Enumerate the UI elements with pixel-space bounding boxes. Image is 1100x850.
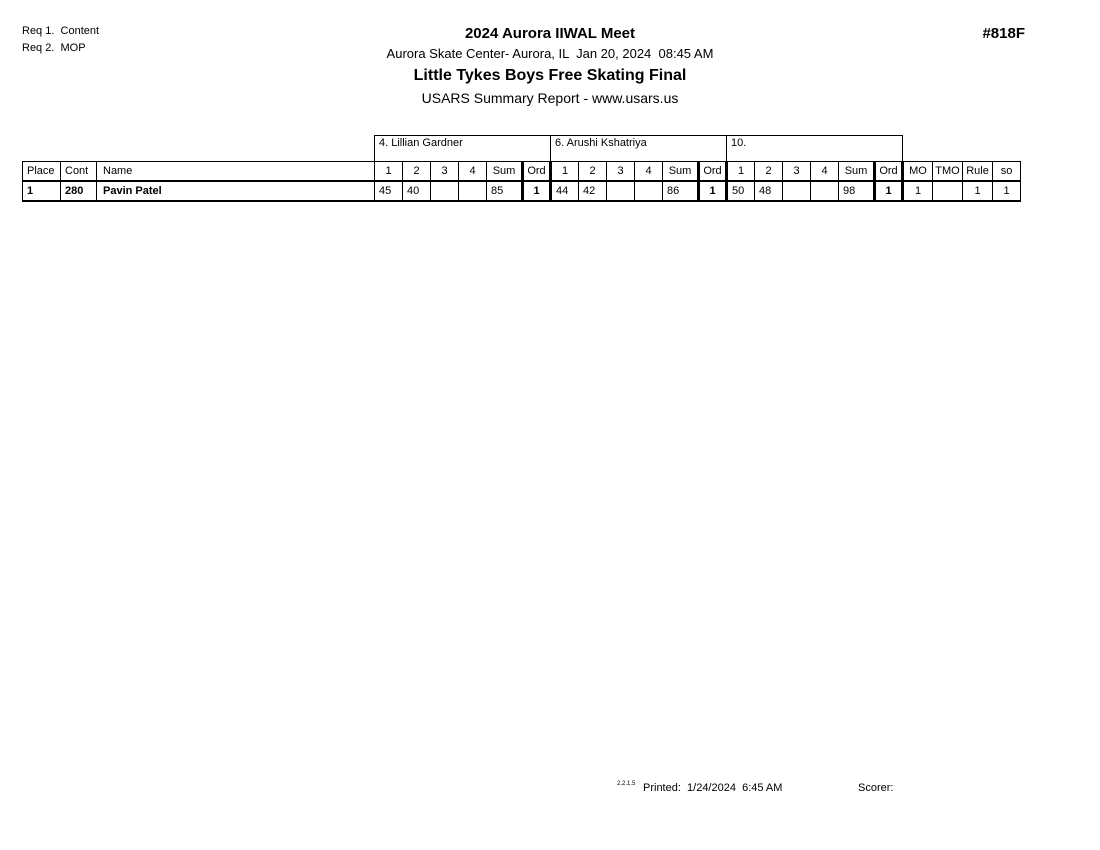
cell-j3-score2: 48 (755, 181, 783, 201)
cell-j2-score1: 44 (551, 181, 579, 201)
cell-j2-ord: 1 (699, 181, 727, 201)
cell-j3-score1: 50 (727, 181, 755, 201)
header-j3-score1: 1 (727, 162, 755, 182)
footer-version: 2.2.1.5 (617, 781, 636, 787)
meet-title: 2024 Aurora IIWAL Meet (464, 25, 636, 42)
event-number: #818F (982, 25, 1025, 42)
header-j3-score2: 2 (755, 162, 783, 182)
venue-date-line: Aurora Skate Center- Aurora, IL Jan 20, 2024 08:45 AM (386, 46, 714, 61)
report-type-line: USARS Summary Report - www.usars.us (421, 90, 679, 106)
column-header-row (23, 162, 1021, 182)
cell-j2-sum: 86 (663, 181, 699, 201)
header-j1-score2: 2 (403, 162, 431, 182)
cell-place: 1 (23, 181, 61, 201)
header-j1-ord: Ord (523, 162, 551, 182)
header-j1-score3: 3 (431, 162, 459, 182)
header-place: Place (23, 162, 61, 182)
footer-scorer-label: Scorer: (858, 782, 894, 794)
cell-tmo (933, 181, 963, 201)
header-j1-score1: 1 (375, 162, 403, 182)
cell-j1-score3 (431, 181, 459, 201)
header-j2-score4: 4 (635, 162, 663, 182)
result-row (23, 181, 1021, 201)
cell-j1-ord: 1 (523, 181, 551, 201)
cell-j3-ord: 1 (875, 181, 903, 201)
judge-group-row (23, 136, 1021, 162)
judge-1-name: 4. Lillian Gardner (375, 136, 551, 162)
group-spacer-right (903, 136, 1021, 162)
header-cont: Cont (61, 162, 97, 182)
header-name: Name (97, 162, 375, 182)
cell-j3-score3 (783, 181, 811, 201)
report-header (0, 24, 1100, 110)
header-j1-score4: 4 (459, 162, 487, 182)
event-title: Little Tykes Boys Free Skating Final (413, 67, 687, 84)
header-j3-score4: 4 (811, 162, 839, 182)
header-j3-sum: Sum (839, 162, 875, 182)
header-j3-score3: 3 (783, 162, 811, 182)
judge-3-name: 10. (727, 136, 903, 162)
header-j2-score3: 3 (607, 162, 635, 182)
header-tmo: TMO (933, 162, 963, 182)
requirement-line-2: Req 2. MOP (22, 42, 86, 54)
cell-cont: 280 (61, 181, 97, 201)
header-j3-ord: Ord (875, 162, 903, 182)
judge-2-name: 6. Arushi Kshatriya (551, 136, 727, 162)
header-j2-score1: 1 (551, 162, 579, 182)
header-j2-ord: Ord (699, 162, 727, 182)
header-rule: Rule (963, 162, 993, 182)
requirement-line-1: Req 1. Content (22, 25, 100, 37)
header-j1-sum: Sum (487, 162, 523, 182)
footer-printed-line: Printed: 1/24/2024 6:45 AM (643, 782, 783, 794)
group-spacer-left (23, 136, 375, 162)
header-j2-sum: Sum (663, 162, 699, 182)
cell-j3-sum: 98 (839, 181, 875, 201)
cell-j2-score2: 42 (579, 181, 607, 201)
cell-skater-name: Pavin Patel (97, 181, 375, 201)
header-mo: MO (903, 162, 933, 182)
cell-j2-score3 (607, 181, 635, 201)
cell-j1-sum: 85 (487, 181, 523, 201)
cell-mo: 1 (903, 181, 933, 201)
cell-j1-score4 (459, 181, 487, 201)
cell-so: 1 (993, 181, 1021, 201)
cell-j1-score1: 45 (375, 181, 403, 201)
cell-rule: 1 (963, 181, 993, 201)
cell-j1-score2: 40 (403, 181, 431, 201)
header-j2-score2: 2 (579, 162, 607, 182)
results-table (22, 135, 1021, 202)
header-so: so (993, 162, 1021, 182)
cell-j2-score4 (635, 181, 663, 201)
cell-j3-score4 (811, 181, 839, 201)
